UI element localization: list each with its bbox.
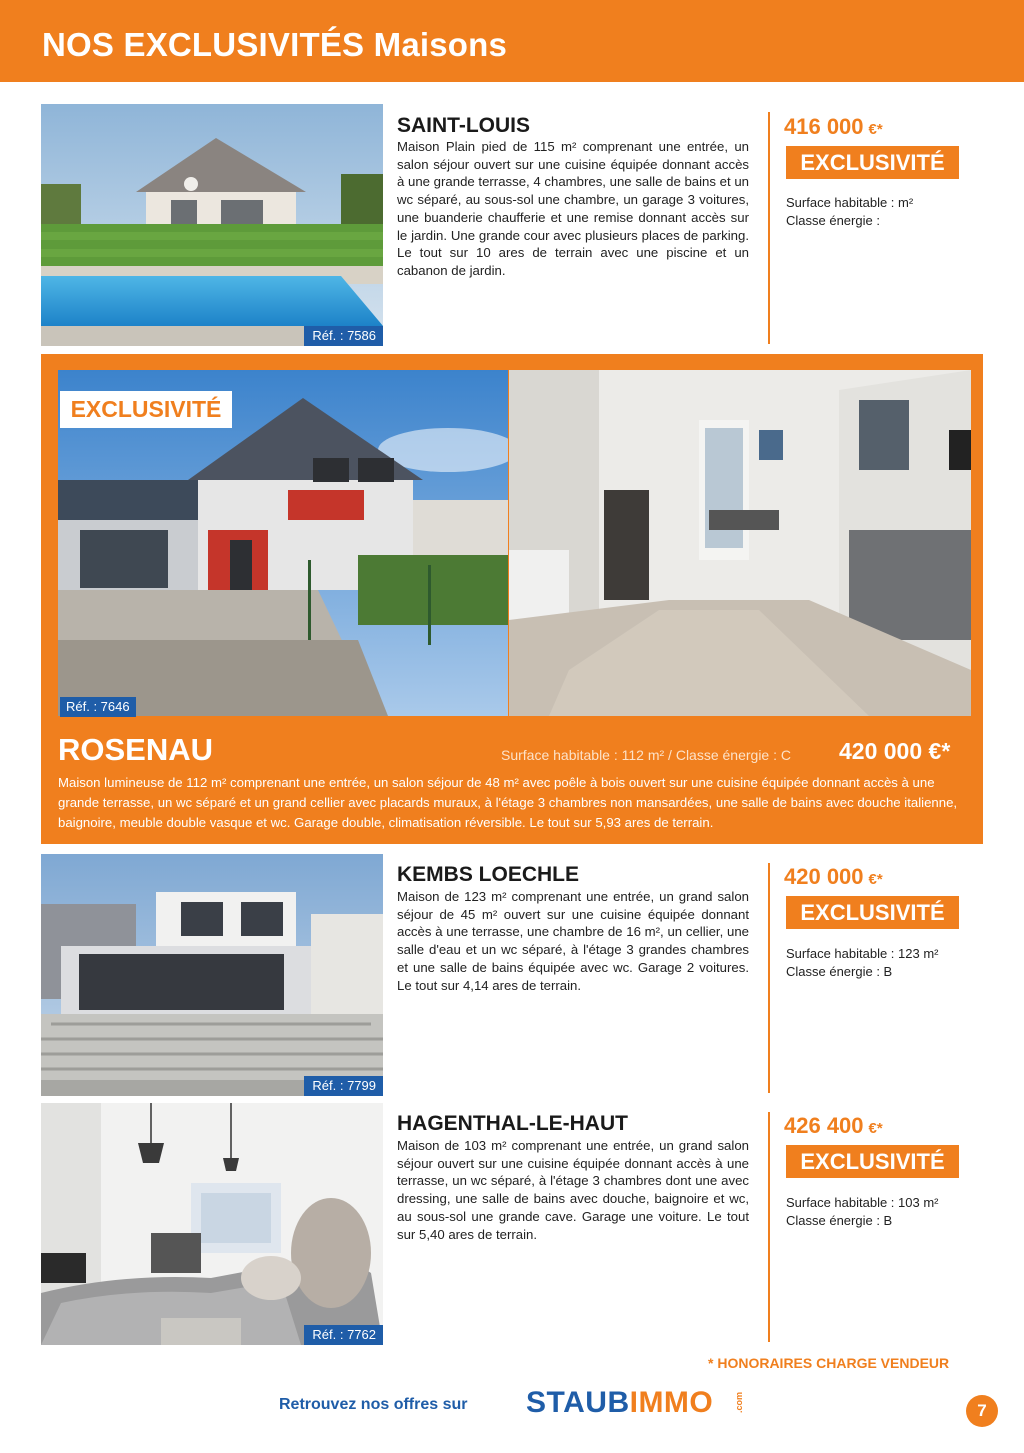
listing-description: Maison de 123 m² comprenant une entrée, un grand salon séjour de 45 m² ouvert sur une cuisine équipée donnant accès à une terrasse, une chambre de 16 m², un cellier, une salle d'eau et un wc séparé, à l'étage 3 grandes chambres et une salle de bains équipée avec wc. Garage 2 voitures. Le tout sur 4,14 ares de terrain. [397, 889, 749, 993]
listing-price: 420 000 €* [784, 864, 883, 889]
modern-house-image [41, 854, 383, 1096]
retrouvez-text: Retrouvez nos offres sur [279, 1396, 468, 1413]
listing-photo-hagenthal[interactable] [41, 1103, 383, 1345]
page-header [0, 0, 1024, 82]
staubimmo-logo[interactable]: STAUBIMMO [526, 1386, 714, 1419]
listing-price: 426 400 €* [784, 1113, 883, 1138]
featured-city: ROSENAU [58, 732, 214, 767]
page-title: NOS EXCLUSIVITÉS Maisons [42, 26, 508, 63]
listing-energy: Classe énergie : B [786, 964, 893, 979]
featured-exclusivite-badge: EXCLUSIVITÉ [60, 391, 232, 428]
listing-photo-kembs-loechle[interactable] [41, 854, 383, 1096]
featured-ref: Réf. : 7646 [60, 697, 136, 717]
listing-city: HAGENTHAL-LE-HAUT [397, 1112, 628, 1135]
listing-surface: Surface habitable : 123 m² [786, 946, 939, 961]
page-number: 7 [966, 1395, 998, 1427]
listing-price: 416 000 €* [784, 114, 883, 139]
featured-description: Maison lumineuse de 112 m² comprenant une entrée, un salon séjour de 48 m² avec poêle à bois ouvert sur une cuisine équipée donnant accès à une grande terrasse, un wc séparé et un grand cellier avec placards muraux, à l'étage 3 chambres non mansardées, une salle de bains avec douche italienne, baignoire, meuble double vasque et wc. Garage double, climatisation réversible. Le tout sur 5,93 ares de terrain. [58, 775, 958, 830]
listing-ref: Réf. : 7799 [304, 1076, 383, 1096]
exclusivite-badge: EXCLUSIVITÉ [786, 1145, 959, 1178]
divider-line [768, 863, 770, 1093]
listing-photo-saint-louis[interactable] [41, 104, 383, 346]
featured-listing [41, 354, 983, 844]
house-pool-image [41, 104, 383, 346]
listing-city: SAINT-LOUIS [397, 114, 531, 137]
featured-interior-photo[interactable] [509, 370, 971, 716]
listing-surface: Surface habitable : 103 m² [786, 1195, 939, 1210]
listing-ref: Réf. : 7762 [304, 1325, 383, 1345]
listing-energy: Classe énergie : [786, 213, 880, 228]
living-room-sofa-image [41, 1103, 383, 1345]
featured-info: Surface habitable : 112 m² / Classe énergie : C [501, 747, 792, 763]
logo-com: .com [734, 1392, 744, 1414]
listing-energy: Classe énergie : B [786, 1213, 893, 1228]
divider-line [768, 1112, 770, 1342]
honoraires-note: * HONORAIRES CHARGE VENDEUR [708, 1355, 950, 1371]
divider-line [768, 112, 770, 344]
listing-description: Maison de 103 m² comprenant une entrée, un grand salon séjour ouvert sur une cuisine équipée donnant accès à une terrasse, un wc séparé, à l'étage 3 chambres dont une avec dressing, une salle de bains avec douche, baignoire et wc, au sous-sol une grande cave. Garage une voiture. Le tout sur 5,40 ares de terrain. [397, 1138, 749, 1242]
exclusivite-badge: EXCLUSIVITÉ [786, 896, 959, 929]
listing-city: KEMBS LOECHLE [397, 863, 580, 886]
exclusivite-badge: EXCLUSIVITÉ [786, 146, 959, 179]
listing-description: Maison Plain pied de 115 m² comprenant une entrée, un salon séjour ouvert sur une cuisine équipée donnant accès à une grande terrasse, 4 chambres, une salle de bains et un wc séparé, au sous-sol une chambre, un garage 3 voitures, une buanderie chaufferie et une remise donnant accès sur le jardin. Une grande cour avec plusieurs places de parking. Le tout sur 10 ares de terrain avec une piscine et un cabanon de jardin. [397, 139, 749, 278]
living-room-image [509, 370, 971, 716]
listing-ref: Réf. : 7586 [304, 326, 383, 346]
listing-surface: Surface habitable : m² [786, 195, 914, 210]
featured-price: 420 000 €* [839, 738, 951, 764]
